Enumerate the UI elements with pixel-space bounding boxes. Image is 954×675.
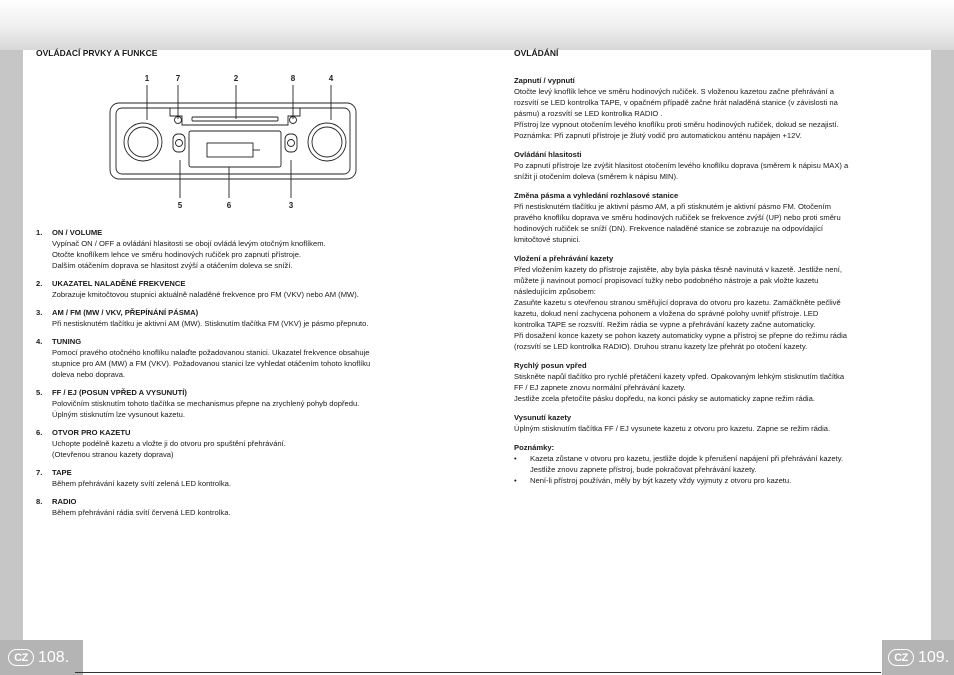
paragraph-line: Zasuňte kazetu s otevřenou stranou směřující doprava do otvoru pro kazetu. Zamáčkněte pečlivě [514, 298, 841, 307]
footer-right [882, 640, 954, 675]
item-title: AM / FM (MW / VKV, PŘEPÍNÁNÍ PÁSMA) [52, 308, 199, 317]
item-title: UKAZATEL NALADĚNÉ FREKVENCE [52, 279, 186, 288]
callout-8: 8 [290, 74, 296, 83]
item-title: TUNING [52, 337, 82, 346]
right-page [514, 48, 924, 494]
paragraph-line: následujícím způsobem: [514, 287, 596, 296]
instruction-section [514, 412, 924, 434]
language-badge: CZ [8, 649, 34, 666]
section-title: OVLÁDACÍ PRVKY A FUNKCE [36, 48, 158, 58]
item-text: Během přehrávání rádia svítí červená LED kontrolka. [52, 508, 231, 517]
controls-list [36, 227, 436, 525]
item-number: 6. [36, 428, 43, 437]
paragraph-line: Před vložením kazety do přístroje zajistěte, aby byla páska těsně navinutá v kazetě. Jestliže není, [514, 265, 842, 274]
right-margin-strip [931, 50, 954, 675]
item-title: FF / EJ (POSUN VPŘED A VYSUNUTÍ) [52, 388, 187, 397]
footer-rule [75, 672, 881, 673]
item-text: (Otevřenou stranou kazety doprava) [52, 450, 174, 459]
item-number: 2. [36, 279, 43, 288]
list-item [36, 307, 436, 329]
note-text: Kazeta zůstane v otvoru pro kazetu, jestliže dojde k přerušení napájení při přehrávání kazety. [530, 454, 844, 463]
paragraph-line: Přístroj lze vypnout otočením levého knoflíku proti směru hodinových ručiček, dokud se nezajistí. [514, 120, 839, 129]
section-title: OVLÁDÁNÍ [514, 48, 559, 58]
item-text: Během přehrávání kazety svítí zelená LED kontrolka. [52, 479, 231, 488]
item-text: Při nestisknutém tlačítku je aktivní AM (MW). Stisknutím tlačítka FM (VKV) je pásmo přepnuto. [52, 319, 369, 328]
callout-1: 1 [144, 74, 150, 83]
item-title: OTVOR PRO KAZETU [52, 428, 131, 437]
callout-5: 5 [177, 201, 183, 210]
paragraph-line: Stiskněte napůl tlačítko pro rychlé přetáčení kazety vpřed. Opakovaným lehkým stisknutím tlačítka [514, 372, 845, 381]
left-margin-strip [0, 50, 23, 675]
item-number: 4. [36, 337, 43, 346]
callout-6: 6 [226, 201, 232, 210]
header-band [0, 0, 954, 50]
list-item [36, 278, 436, 300]
instruction-section [514, 149, 924, 182]
left-page [36, 48, 436, 58]
paragraph-line: kmitočtové stupnici. [514, 235, 581, 244]
item-text: Zobrazuje kmitočtovou stupnici aktuálně naladěné frekvence pro FM (VKV) nebo AM (MW). [52, 290, 359, 299]
notes-section [514, 442, 924, 486]
paragraph-line: pásmu) a rozsvítí se LED kontrolka RADIO . [514, 109, 663, 118]
instruction-section [514, 75, 924, 141]
paragraph-line: Úplným stisknutím tlačítka FF / EJ vysunete kazetu z otvoru pro kazetu. Zapne se režim rádia. [514, 424, 831, 433]
bullet-icon: • [514, 454, 517, 463]
subsection-title: Vysunutí kazety [514, 413, 572, 422]
notes-title: Poznámky: [514, 443, 555, 452]
paragraph-line: (rozsvítí se LED kontrolka RADIO). Druhou stranu kazety lze přehrát po otočení kazety. [514, 342, 808, 351]
note-text: Jestliže znovu zapnete přístroj, bude pokračovat přehrávání kazety. [530, 465, 757, 474]
callout-4: 4 [328, 74, 334, 83]
item-title: RADIO [52, 497, 77, 506]
instruction-section [514, 253, 924, 352]
paragraph-line: FF / EJ zapnete znovu normální přehrávání kazety. [514, 383, 686, 392]
subsection-title: Změna pásma a vyhledání rozhlasové stanice [514, 191, 679, 200]
paragraph-line: snížit ji otočením doleva (směrem k nápisu MIN). [514, 172, 679, 181]
paragraph-line: pravého knoflíku doprava ve směru hodinových ručiček se frekvence zvýší (UP) nebo proti směru [514, 213, 841, 222]
instruction-section [514, 190, 924, 245]
item-text: Úplným stisknutím lze vysunout kazetu. [52, 410, 185, 419]
radio-diagram [96, 70, 372, 215]
paragraph-line: Při nestisknutém tlačítku je aktivní pásmo AM, a při stisknutém je aktivní pásmo FM. Otočením [514, 202, 831, 211]
item-text: Otočte knoflíkem lehce ve směru hodinových ručiček pro zapnutí přístroje. [52, 250, 302, 259]
item-text: Vypínač ON / OFF a ovládání hlasitosti se obojí ovládá levým otočným knoflíkem. [52, 239, 326, 248]
subsection-title: Ovládání hlasitosti [514, 150, 582, 159]
paragraph-line: hodinových ručiček se sníží (DN). Frekvence naladěné stanice se zobrazuje na odpovídající [514, 224, 823, 233]
list-item [36, 227, 436, 271]
item-title: TAPE [52, 468, 72, 477]
subsection-title: Zapnutí / vypnutí [514, 76, 575, 85]
instruction-section [514, 360, 924, 404]
paragraph-line: Po zapnutí přístroje lze zvýšit hlasitost otočením levého knoflíku doprava (směrem k nápisu MAX) a [514, 161, 849, 170]
note-item [514, 453, 924, 475]
item-text: Uchopte podélně kazetu a vložte ji do otvoru pro spuštění přehrávání. [52, 439, 286, 448]
subsection-title: Rychlý posun vpřed [514, 361, 587, 370]
footer-left [0, 640, 83, 675]
item-text: Polovičním stisknutím tohoto tlačítka se mechanismus přepne na zrychlený pohyb dopředu. [52, 399, 360, 408]
language-badge: CZ [888, 649, 914, 666]
list-item [36, 496, 436, 518]
list-item [36, 467, 436, 489]
page-number: 108. [38, 648, 70, 666]
callout-3: 3 [288, 201, 294, 210]
paragraph-line: kontrolka TAPE se rozsvítí. Režim rádia se vypne a přehrávání kazety začne automaticky. [514, 320, 816, 329]
paragraph-line: Při dosažení konce kazety se pohon kazety automaticky vypne a přístroj se přepne do režimu rádia [514, 331, 848, 340]
bullet-icon: • [514, 476, 517, 485]
note-item [514, 475, 924, 486]
paragraph-line: kazetu, dokud není zachycena pohonem a vložena do správné polohy uvnitř přístroje. LED [514, 309, 819, 318]
item-number: 1. [36, 228, 43, 237]
paragraph-line: Jestliže zcela přetočíte pásku dopředu, na konci pásky se automaticky zapne režim rádia. [514, 394, 815, 403]
page-number: 109. [918, 648, 950, 666]
item-text: Dalším otáčením doprava se hlasitost zvýší a otáčením doleva se sníží. [52, 261, 293, 270]
item-title: ON / VOLUME [52, 228, 103, 237]
paragraph-line: Poznámka: Při zapnutí přístroje je žlutý vodič pro automatickou anténu napájen +12V. [514, 131, 802, 140]
item-number: 7. [36, 468, 43, 477]
list-item [36, 387, 436, 420]
list-item [36, 427, 436, 460]
item-number: 8. [36, 497, 43, 506]
callout-7: 7 [175, 74, 181, 83]
item-number: 3. [36, 308, 43, 317]
paragraph-line: můžete ji navinout pomocí propisovací tužky nebo podobného nástroje a pak vložte kazetu [514, 276, 819, 285]
callout-2: 2 [233, 74, 239, 83]
paragraph-line: Otočte levý knoflík lehce ve směru hodinových ručiček. S vloženou kazetou začne přehrávání a [514, 87, 834, 96]
item-text: stupnice pro AM (MW) a FM (VKV). Požadovanou stanici lze vyhledat otáčením tohoto knoflíku [52, 359, 371, 368]
item-text: Pomocí pravého otočného knoflíku nalaďte požadovanou stanici. Ukazatel frekvence obsahuje [52, 348, 370, 357]
item-number: 5. [36, 388, 43, 397]
subsection-title: Vložení a přehrávání kazety [514, 254, 614, 263]
paragraph-line: rozsvítí se LED kontrolka TAPE, v opačném případě začne hrát naladěná stanice (v závislosti na [514, 98, 838, 107]
list-item [36, 336, 436, 380]
note-text: Není-li přístroj používán, měly by být kazety vždy vyjmuty z otvoru pro kazetu. [530, 476, 792, 485]
item-text: doleva nebo doprava. [52, 370, 126, 379]
